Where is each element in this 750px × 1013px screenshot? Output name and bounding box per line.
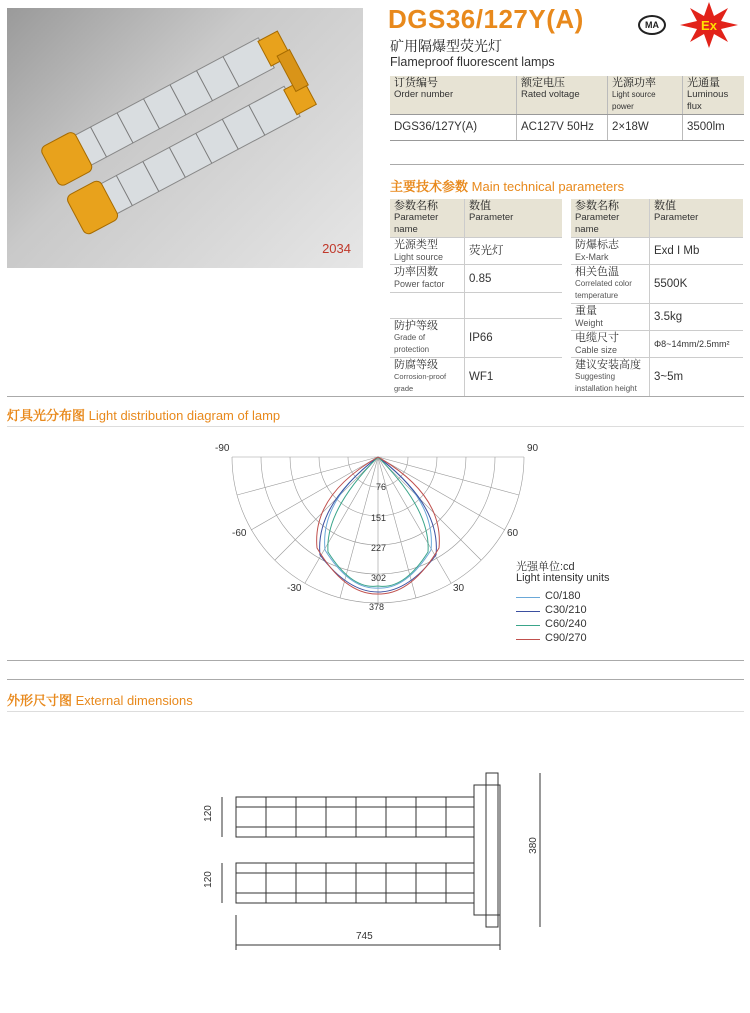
unit-label-en: Light intensity units [516,572,610,584]
radial-label-302: 302 [371,573,387,583]
dimension-drawing [200,765,560,960]
flux-header: 光通量 Luminous flux [683,76,745,115]
distribution-title: 灯具光分布图 Light distribution diagram of lamp [7,408,281,423]
radial-label-151: 151 [371,513,387,523]
angle-label-90: 90 [527,443,539,454]
tech-table-right: 参数名称 Parameter name 数值 Parameter 防爆标志 Ex-Mark Exd I Mb 相关色温 Correlated color temperature 5500K 重量 Weight 3.5kg 电缆尺寸 Cable size Φ8~14mm/2.5mm² 建议安装高度 Suggesting installation height 3~5m [571,199,743,397]
voltage-header: 额定电压 Rated voltage [517,76,608,115]
luminous-flux: 3500lm [683,115,745,141]
cable-size-value: Φ8~14mm/2.5mm² [650,331,744,358]
legend-c0: C0/180 [545,590,581,602]
product-model: DGS36/127Y(A) [388,4,584,34]
tech-divider [390,164,744,165]
ma-cert-icon: MA [638,15,666,35]
angle-label-30: 30 [453,583,465,594]
tube-height-top: 120 [202,805,214,822]
dimensions-title: 外形尺寸图 External dimensions [7,693,193,708]
install-height-value: 3~5m [650,358,744,397]
polar-diagram [220,440,550,620]
tech-table-left: 参数名称 Parameter name 数值 Parameter 光源类型 Light source 荧光灯 功率因数 Power factor 0.85 防护等级 Grade of protection IP66 防腐等级 Corrosion-proof grade WF1 [390,199,562,397]
distribution-divider [7,396,744,397]
product-photo [7,8,363,268]
order-header: 订货编号 Order number [390,76,517,115]
dimensions-top-divider [7,660,744,661]
legend-swatch-c30 [516,611,540,612]
angle-label-neg60: -60 [232,528,247,539]
photo-number: 2034 [322,241,351,256]
product-name-en: Flameproof fluorescent lamps [390,55,555,69]
rated-voltage: AC127V 50Hz [517,115,608,141]
radial-label-378: 378 [369,602,385,612]
product-name-cn: 矿用隔爆型荧光灯 [390,38,502,54]
dimensions-divider [7,679,744,680]
angle-label-60: 60 [507,528,519,539]
legend-c30: C30/210 [545,604,587,616]
dimensions-underline [7,711,744,712]
legend-swatch-c60 [516,625,540,626]
weight-value: 3.5kg [650,304,744,331]
legend-c90: C90/270 [545,632,587,644]
angle-label-neg30: -30 [287,583,302,594]
distribution-underline [7,426,744,427]
legend-swatch-c90 [516,639,540,640]
tube-height-bottom: 120 [202,871,214,888]
unit-label-cn: 光强单位:cd [516,561,575,573]
power-factor-value: 0.85 [465,265,563,293]
tech-title: 主要技术参数 Main technical parameters [390,179,625,194]
legend-c60: C60/240 [545,618,587,630]
order-table [390,76,744,141]
ex-cert-label: Ex [701,18,717,33]
radial-label-76: 76 [376,482,387,492]
protection-value: IP66 [465,319,563,358]
polar-legend [516,590,606,646]
overall-height: 380 [527,837,539,854]
light-source-value: 荧光灯 [465,238,563,265]
overall-width: 745 [356,931,373,942]
power-header: 光源功率 Light source power [608,76,683,115]
order-number: DGS36/127Y(A) [390,115,517,141]
color-temp-value: 5500K [650,265,744,304]
ex-cert-icon [680,2,738,48]
legend-swatch-c0 [516,597,540,598]
angle-label-neg90: -90 [215,443,230,454]
light-power: 2×18W [608,115,683,141]
corrosion-value: WF1 [465,358,563,397]
ex-mark-value: Exd I Mb [650,238,744,265]
radial-label-227: 227 [371,543,387,553]
